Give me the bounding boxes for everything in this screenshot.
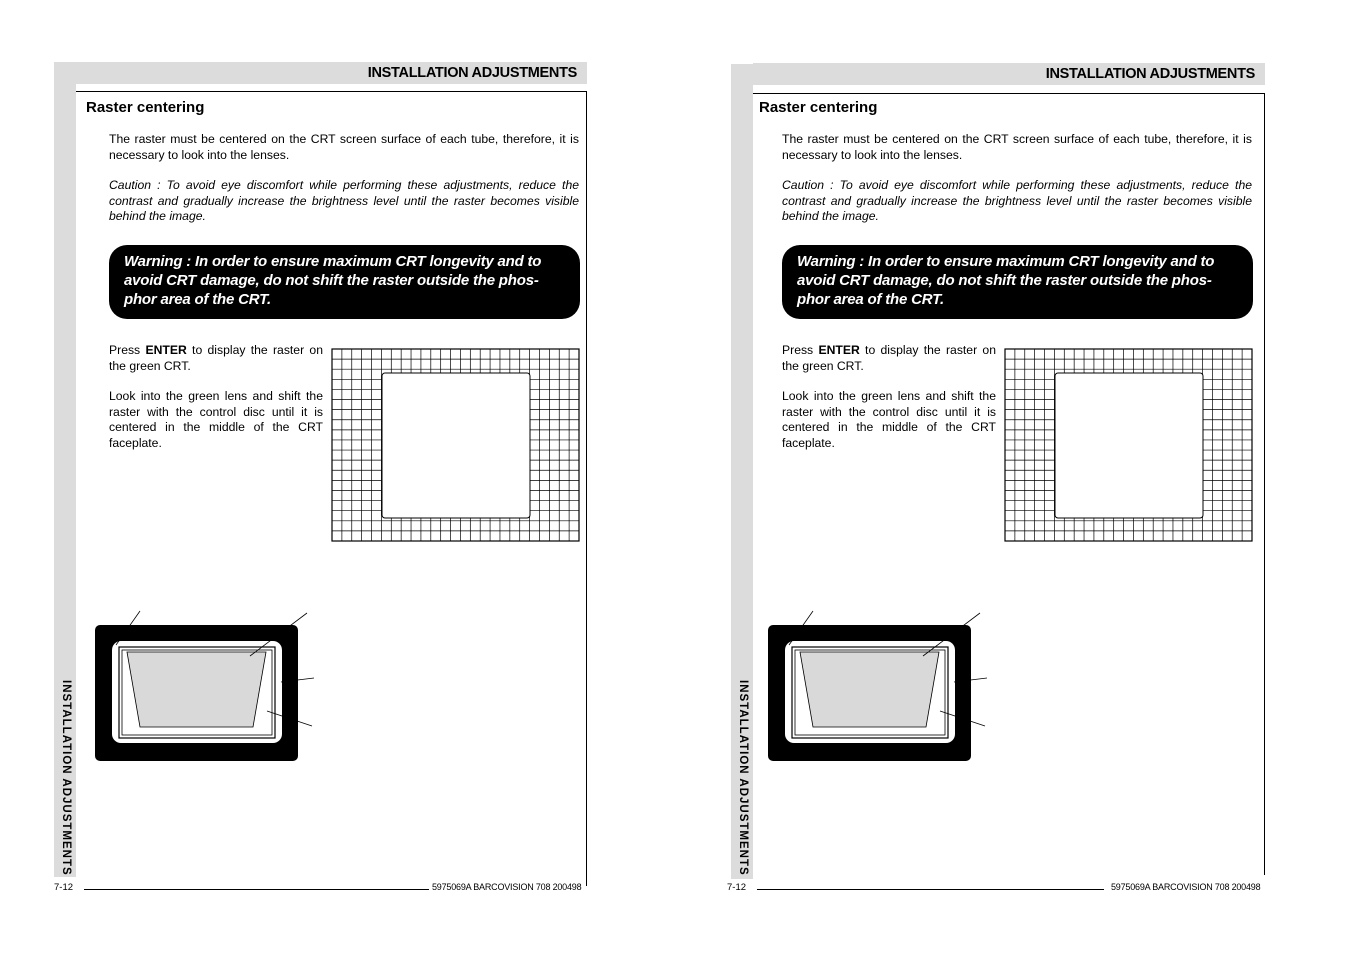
document-code: 5975069A BARCOVISION 708 200498 <box>1111 882 1261 892</box>
section-title: Raster centering <box>86 99 205 116</box>
instruction-enter-pre: Press <box>109 343 146 357</box>
distorted-raster <box>800 652 939 727</box>
instruction-enter <box>109 343 323 374</box>
distorted-raster <box>127 652 266 727</box>
instruction-enter <box>782 343 996 374</box>
manual-page-right <box>673 0 1261 954</box>
crosshatch-raster-illustration <box>331 348 581 543</box>
chapter-header-title: INSTALLATION ADJUSTMENTS <box>1045 66 1255 82</box>
crt-faceplate-illustration <box>92 608 324 764</box>
caution-paragraph: Caution : To avoid eye discomfort while performing these adjustments, reduce the contrast and gradually increase the brightness level until the raster becomes visible behind the image. <box>109 178 579 223</box>
chapter-header-bar <box>76 62 587 84</box>
raster-window <box>382 373 530 518</box>
manual-page-left <box>0 0 582 954</box>
raster-window <box>1055 373 1203 518</box>
side-tab-label: INSTALLATION ADJUSTMENTS <box>737 680 749 876</box>
footer-rule <box>84 889 429 890</box>
intro-paragraph: The raster must be centered on the CRT screen surface of each tube, therefore, it is necessary to look into the lenses. <box>782 132 1252 162</box>
warning-box: Warning : In order to ensure maximum CRT longevity and to avoid CRT damage, do not shift the raster outside the phos-phor area of the CRT. <box>109 245 580 319</box>
page-number: 7-12 <box>727 882 747 893</box>
footer-rule <box>757 889 1104 890</box>
intro-paragraph: The raster must be centered on the CRT screen surface of each tube, therefore, it is necessary to look into the lenses. <box>109 132 579 162</box>
side-tab-label: INSTALLATION ADJUSTMENTS <box>60 680 72 876</box>
warning-box: Warning : In order to ensure maximum CRT longevity and to avoid CRT damage, do not shift the raster outside the phos-phor area of the CRT. <box>782 245 1253 319</box>
instruction-enter-pre: Press <box>782 343 819 357</box>
instruction-enter-post: to display the raster on the green CRT. <box>109 343 323 373</box>
section-title: Raster centering <box>759 99 878 116</box>
instruction-shift-raster: Look into the green lens and shift the raster with the control disc until it is centered in the middle of the CRT faceplate. <box>109 389 323 450</box>
chapter-header-title: INSTALLATION ADJUSTMENTS <box>367 65 577 81</box>
instruction-enter-post: to display the raster on the green CRT. <box>782 343 996 373</box>
crosshatch-raster-illustration <box>1004 348 1254 543</box>
enter-key-label: ENTER <box>818 343 860 357</box>
page-number: 7-12 <box>54 882 74 893</box>
document-code: 5975069A BARCOVISION 708 200498 <box>432 882 582 892</box>
instruction-shift-raster: Look into the green lens and shift the raster with the control disc until it is centered in the middle of the CRT faceplate. <box>782 389 996 450</box>
chapter-header-bar <box>753 63 1265 85</box>
crt-faceplate-illustration <box>765 608 997 764</box>
caution-paragraph: Caution : To avoid eye discomfort while performing these adjustments, reduce the contrast and gradually increase the brightness level until the raster becomes visible behind the image. <box>782 178 1252 223</box>
enter-key-label: ENTER <box>145 343 187 357</box>
